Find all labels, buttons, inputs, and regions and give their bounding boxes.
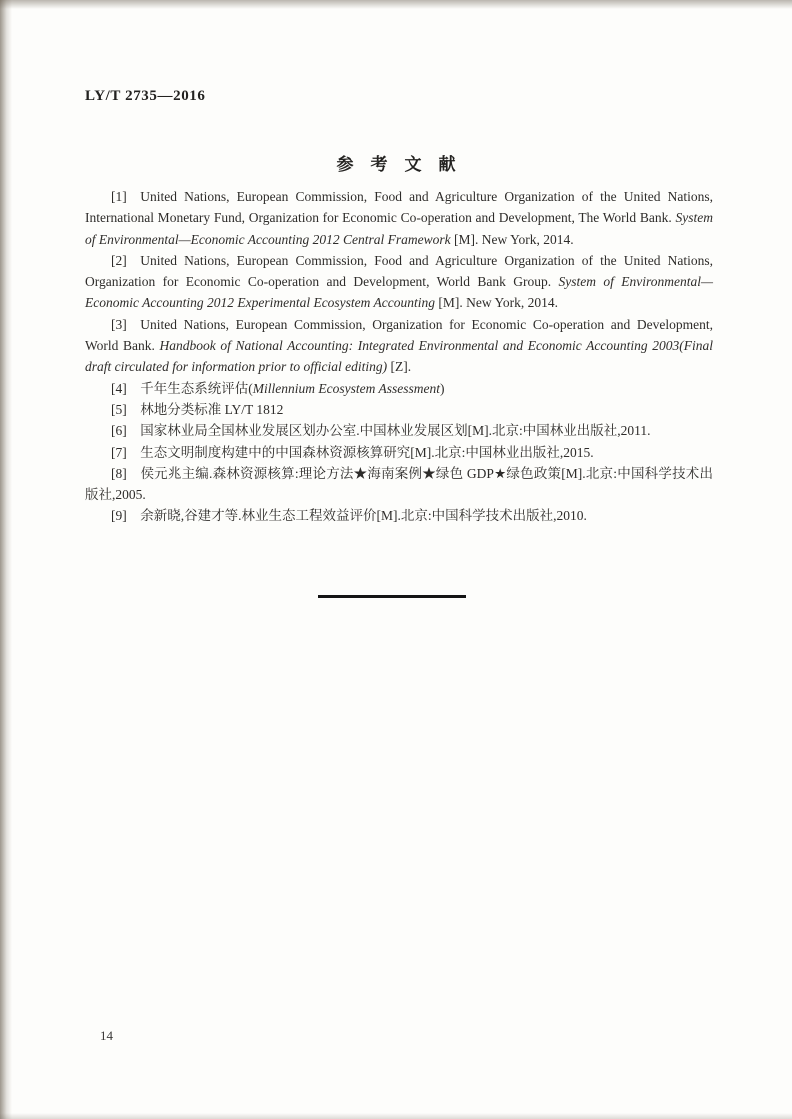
reference-item [85, 186, 713, 250]
reference-text: [9] 余新晓,谷建才等.林业生态工程效益评价[M].北京:中国科学技术出版社,2010. [111, 508, 587, 524]
standard-number-header: LY/T 2735—2016 [85, 88, 206, 104]
reference-title-italic: System of Environmental—Economic Accounting 2012 Experimental Ecosystem Accounting [85, 274, 713, 311]
scan-edge-top [0, 0, 792, 9]
page-number: 14 [100, 1028, 113, 1043]
reference-text: ) [439, 380, 445, 396]
reference-item [85, 378, 713, 399]
reference-item [85, 314, 713, 378]
reference-text: [5] 林地分类标准 LY/T 1812 [111, 401, 284, 417]
references-list [85, 186, 713, 527]
reference-text: [2] United Nations, European Commission, Food and Agriculture Organization of the United Nations, Organization for Economic Co-operation and Development, World Bank Group. [85, 252, 713, 290]
reference-text: [4] 千年生态系统评估( [111, 380, 253, 396]
reference-item [85, 420, 713, 441]
reference-title-italic: System of Environmental—Economic Accounting 2012 Central Framework [85, 210, 713, 247]
section-divider [318, 595, 466, 598]
reference-text: [1] United Nations, European Commission, Food and Agriculture Organization of the United Nations, International Monetary Fund, Organization for Economic Co-operation and Development, The World Bank. [85, 189, 713, 226]
reference-item [85, 250, 713, 314]
scan-edge-bottom [0, 1113, 792, 1119]
reference-item [85, 463, 713, 506]
reference-text: [Z]. [387, 359, 412, 375]
reference-text: [8] 侯元兆主编.森林资源核算:理论方法★海南案例★绿色 GDP★绿色政策[M].北京:中国科学技术出版社,2005. [85, 465, 713, 503]
reference-text: [7] 生态文明制度构建中的中国森林资源核算研究[M].北京:中国林业出版社,2015. [111, 444, 594, 460]
reference-text: [M]. New York, 2014. [450, 231, 574, 247]
reference-title-italic: Handbook of National Accounting: Integrated Environmental and Economic Accounting 2003(Final draft circulated for information prior to official editing) [85, 338, 713, 375]
reference-item [85, 399, 713, 420]
reference-item [85, 505, 713, 526]
reference-text: [6] 国家林业局全国林业发展区划办公室.中国林业发展区划[M].北京:中国林业出版社,2011. [111, 423, 651, 439]
reference-text: [M]. New York, 2014. [435, 295, 559, 311]
reference-item [85, 442, 713, 463]
reference-text: [3] United Nations, European Commission, Organization for Economic Co-operation and Development, World Bank. [85, 316, 713, 354]
reference-title-italic: Millennium Ecosystem Assessment [252, 380, 440, 396]
references-section-title: 参 考 文 献 [336, 155, 456, 174]
